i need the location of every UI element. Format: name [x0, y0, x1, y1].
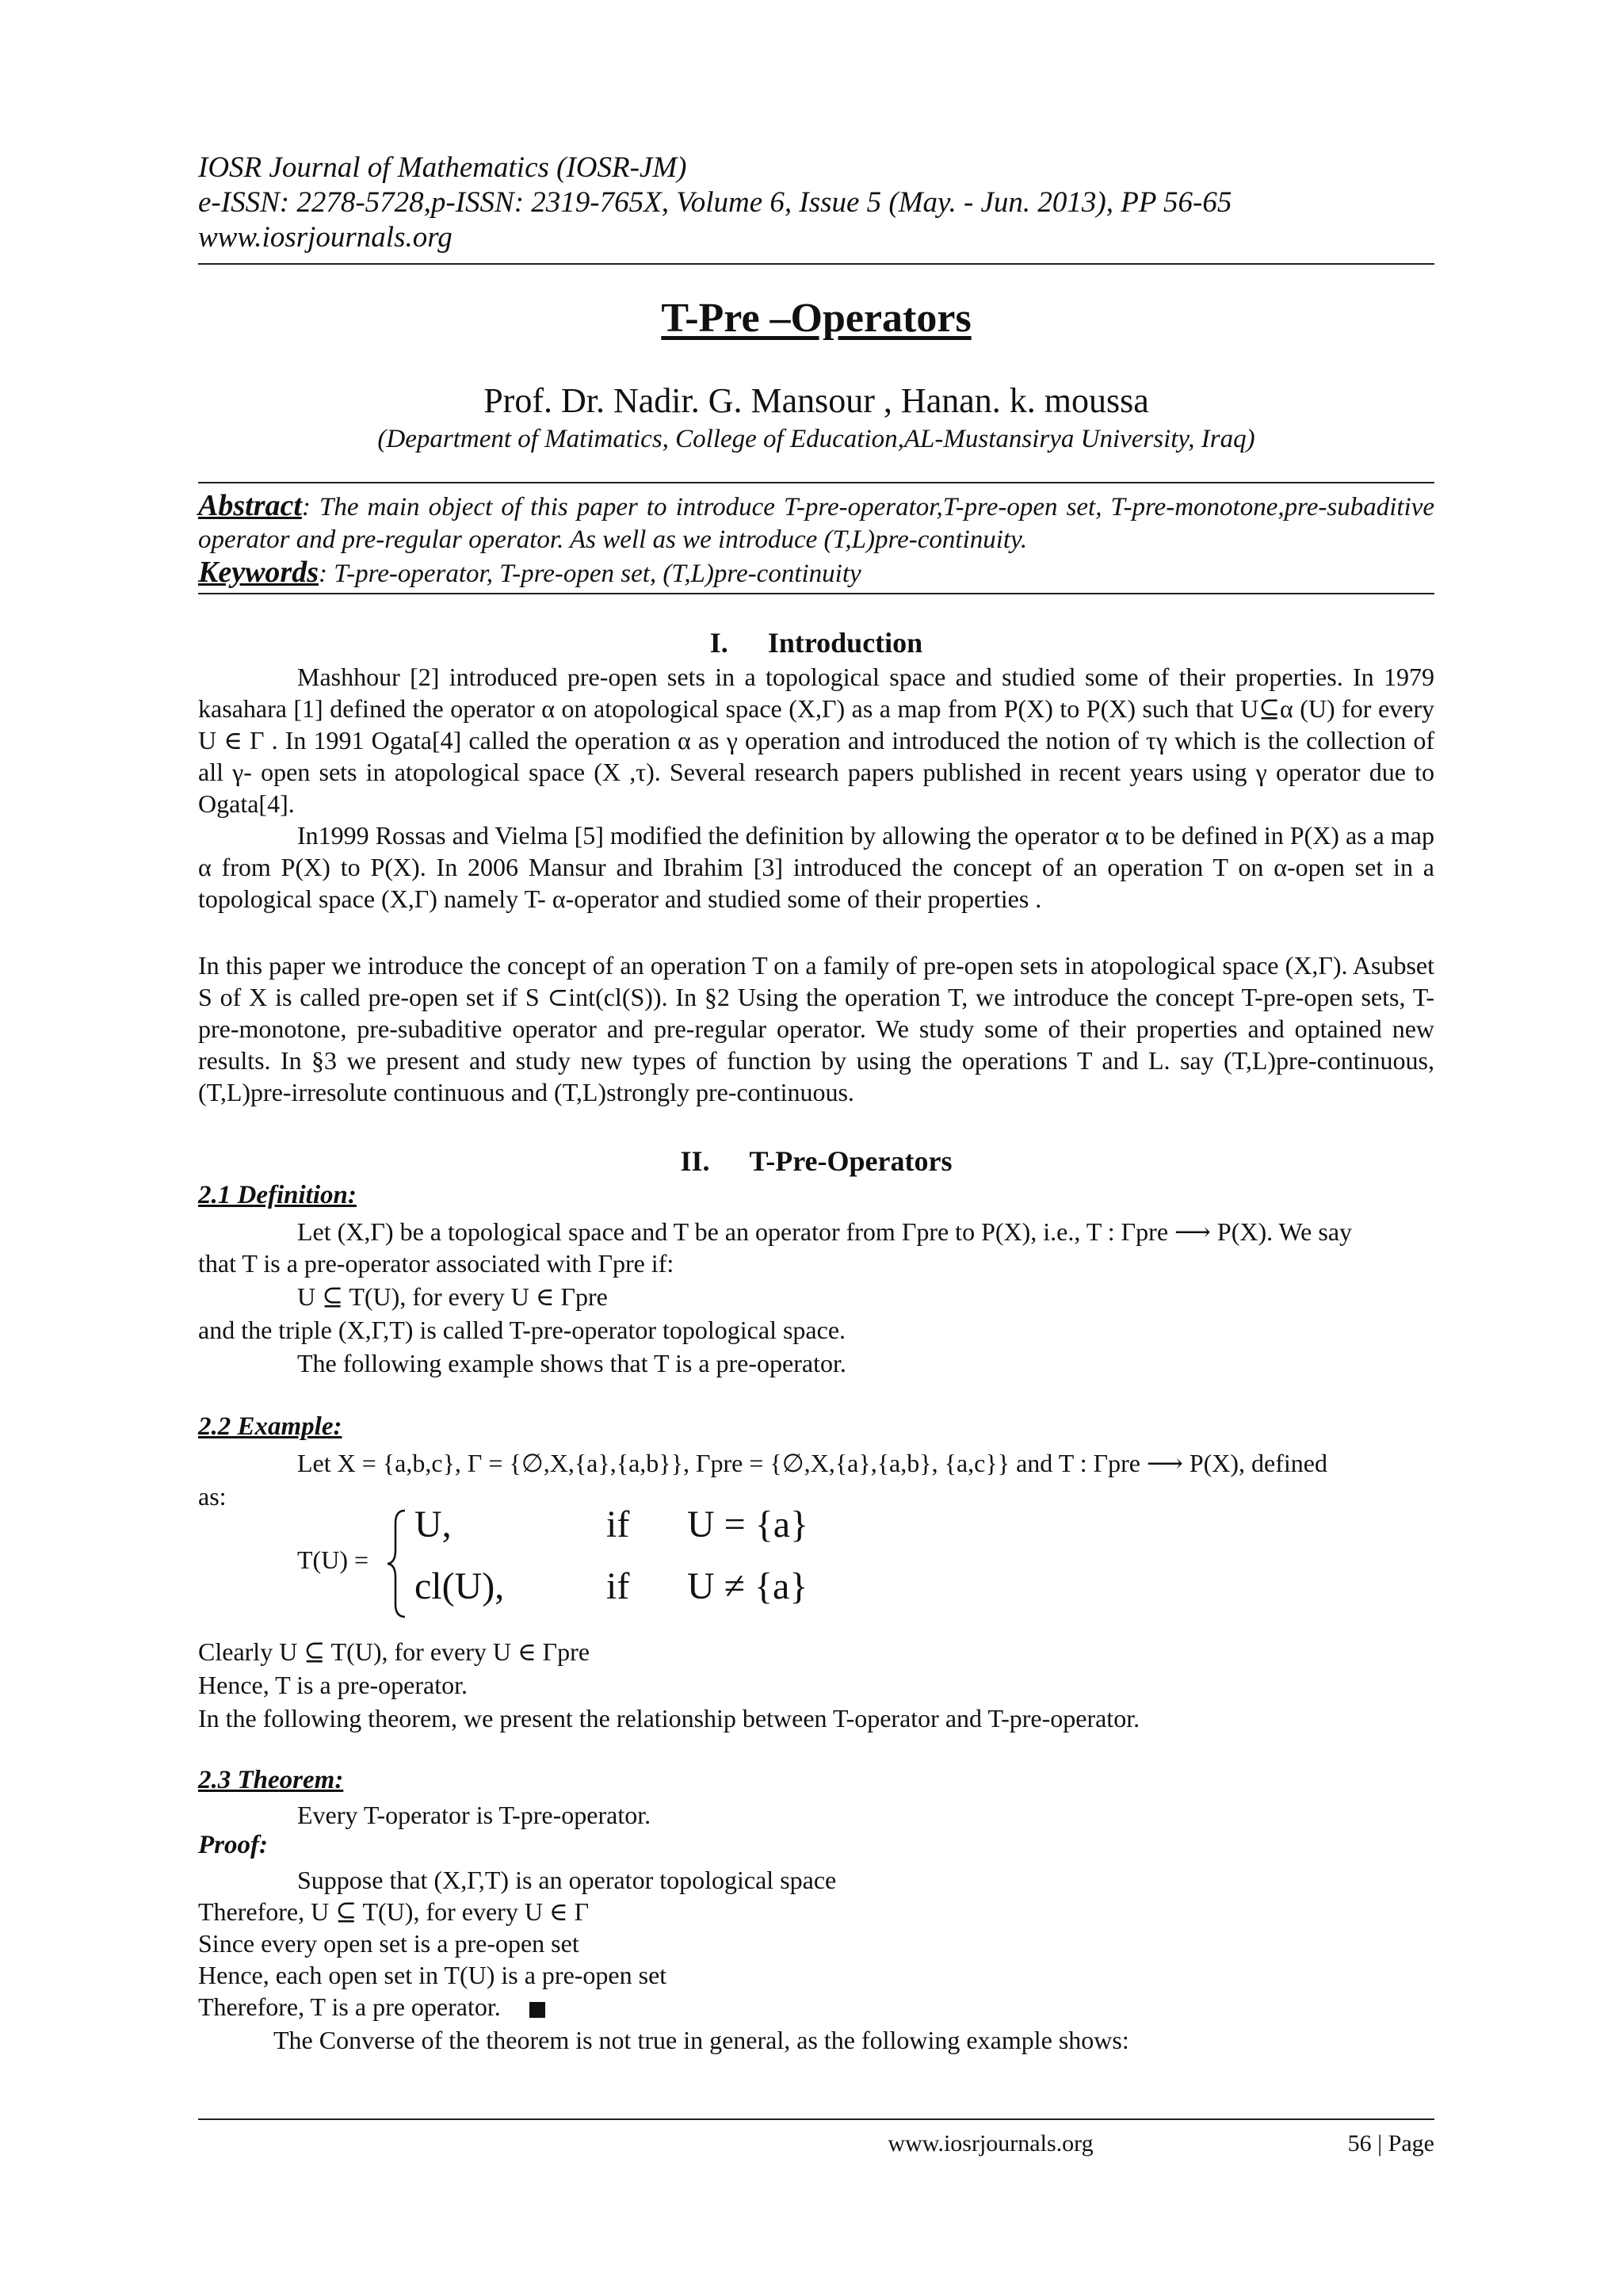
paper-authors: Prof. Dr. Nadir. G. Mansour , Hanan. k. moussa	[483, 381, 1149, 420]
intro-paragraph-2: In1999 Rossas and Vielma [5] modified the definition by allowing the operator α to be defined in P(X) as a map α from P(X) to P(X). In 2006 Mansur and Ibrahim [3] introduced the concept of an operation T on α-open set in a topological space (X,Γ) namely T- α-operator and studied some of their properties .	[198, 821, 1434, 913]
keywords	[198, 556, 1434, 590]
definition-line: and the triple (X,Γ,T) is called T-pre-operator topological space.	[198, 1316, 846, 1344]
example-line: Let X = {a,b,c}, Γ = {∅,X,{a},{a,b}}, Γpre = {∅,X,{a},{a,b}, {a,c}} and T : Γpre ⟶ P(X), defined	[297, 1449, 1327, 1477]
section-title: T-Pre-Operators	[749, 1145, 953, 1177]
section-number: II.	[680, 1145, 710, 1177]
abstract-text: : The main object of this paper to introduce T-pre-operator,T-pre-open set, T-pre-monotone,pre-subaditive operator and pre-regular operator. As well as we introduce (T,L)pre-continuity.	[198, 493, 1434, 554]
example-line: Hence, T is a pre-operator.	[198, 1671, 468, 1699]
intro-paragraph-1: Mashhour [2] introduced pre-open sets in a topological space and studied some of their properties. In 1979 kasahara [1] defined the operator α on atopological space (X,Γ) as a map from P(X) to P(X) such that U⊆α (U) for every U ∈ Γ . In 1991 Ogata[4] called the operation α as γ operation and introduced the notion of τγ which is the collection of all γ- open sets in atopological space (X ,τ). Several research papers published in recent years using γ operator due to Ogata[4].	[198, 663, 1435, 818]
section-heading-introduction	[198, 626, 1434, 659]
proof-line: Therefore, U ⊆ T(U), for every U ∈ Γ	[198, 1897, 590, 1926]
proof-line: Hence, each open set in T(U) is a pre-open set	[198, 1961, 667, 1989]
definition-line: The following example shows that T is a pre-operator.	[297, 1349, 846, 1377]
journal-issn: e-ISSN: 2278-5728,p-ISSN: 2319-765X, Volume 6, Issue 5 (May. - Jun. 2013), PP 56-65	[198, 186, 1232, 219]
abstract	[198, 490, 1434, 556]
section-number: I.	[709, 627, 728, 659]
footer-site[interactable]	[792, 2130, 1189, 2157]
theorem-text: Every T-operator is T-pre-operator.	[297, 1801, 651, 1829]
paper-affiliation: (Department of Matimatics, College of Education,AL-Mustansirya University, Iraq)	[377, 425, 1255, 453]
converse-text: The Converse of the theorem is not true in general, as the following example shows:	[273, 2026, 1129, 2054]
example-label: 2.2 Example:	[198, 1412, 342, 1441]
case-1-value: U,	[414, 1503, 452, 1545]
case-1-condition: U = {a}	[687, 1503, 809, 1545]
theorem-label: 2.3 Theorem:	[198, 1766, 344, 1794]
abstract-top-divider	[198, 482, 1434, 483]
case-2-condition: U ≠ {a}	[687, 1565, 808, 1607]
paper-title: T-Pre –Operators	[661, 296, 972, 341]
definition-line: U ⊆ T(U), for every U ∈ Γpre	[297, 1282, 608, 1311]
intro-paragraph-3: In this paper we introduce the concept of an operation T on a family of pre-open sets in atopological space (X,Γ). Asubset S of X is called pre-open set if S ⊂int(cl(S)). In §2 Using the operation T, we introduce the concept T-pre-open sets, T-pre-monotone, pre-subaditive operator and pre-regular operator. We study some of their properties and optained new results. In §3 we present and study new types of function by using the operations T and L. say (T,L)pre-continuous, (T,L)pre-irresolute continuous and (T,L)strongly pre-continuous.	[198, 951, 1434, 1106]
page-number: 56 | Page	[1347, 2130, 1434, 2157]
example-line: as:	[198, 1482, 227, 1511]
section-title: Introduction	[767, 627, 923, 659]
keywords-text: : T-pre-operator, T-pre-open set, (T,L)pre-continuity	[319, 560, 861, 588]
proof-label: Proof:	[198, 1831, 268, 1859]
definition-line: that T is a pre-operator associated with Γpre if:	[198, 1249, 674, 1278]
proof-line: Suppose that (X,Γ,T) is an operator topological space	[297, 1866, 837, 1894]
keywords-label: Keywords	[198, 556, 319, 589]
footer-divider	[198, 2118, 1434, 2120]
footer-site-label: www.iosrjournals.org	[888, 2130, 1094, 2157]
example-line: In the following theorem, we present the relationship between T-operator and T-pre-operator.	[198, 1704, 1140, 1733]
case-2-if: if	[606, 1565, 630, 1607]
case-1-if: if	[606, 1503, 630, 1545]
example-line: Clearly U ⊆ T(U), for every U ∈ Γpre	[198, 1637, 590, 1666]
proof-line-final	[198, 1991, 545, 2023]
journal-site[interactable]: www.iosrjournals.org	[198, 221, 453, 254]
definition-label: 2.1 Definition:	[198, 1181, 357, 1209]
piecewise-definition	[297, 1503, 812, 1622]
abstract-bottom-divider	[198, 593, 1434, 594]
proof-line: Since every open set is a pre-open set	[198, 1929, 579, 1958]
header-divider	[198, 263, 1434, 265]
journal-header	[198, 151, 1434, 255]
piecewise-lhs: T(U) =	[297, 1545, 369, 1574]
abstract-label: Abstract	[198, 489, 302, 522]
proof-line: Therefore, T is a pre operator.	[198, 1992, 501, 2021]
definition-line: Let (X,Γ) be a topological space and T be an operator from Γpre to P(X), i.e., T : Γpre ⟶ P(X). We say	[297, 1217, 1353, 1246]
journal-name: IOSR Journal of Mathematics (IOSR-JM)	[198, 151, 687, 184]
qed-square-icon	[529, 2002, 545, 2018]
left-brace	[386, 1509, 408, 1618]
section-heading-t-pre-operators	[198, 1144, 1434, 1178]
case-2-value: cl(U),	[414, 1565, 505, 1607]
